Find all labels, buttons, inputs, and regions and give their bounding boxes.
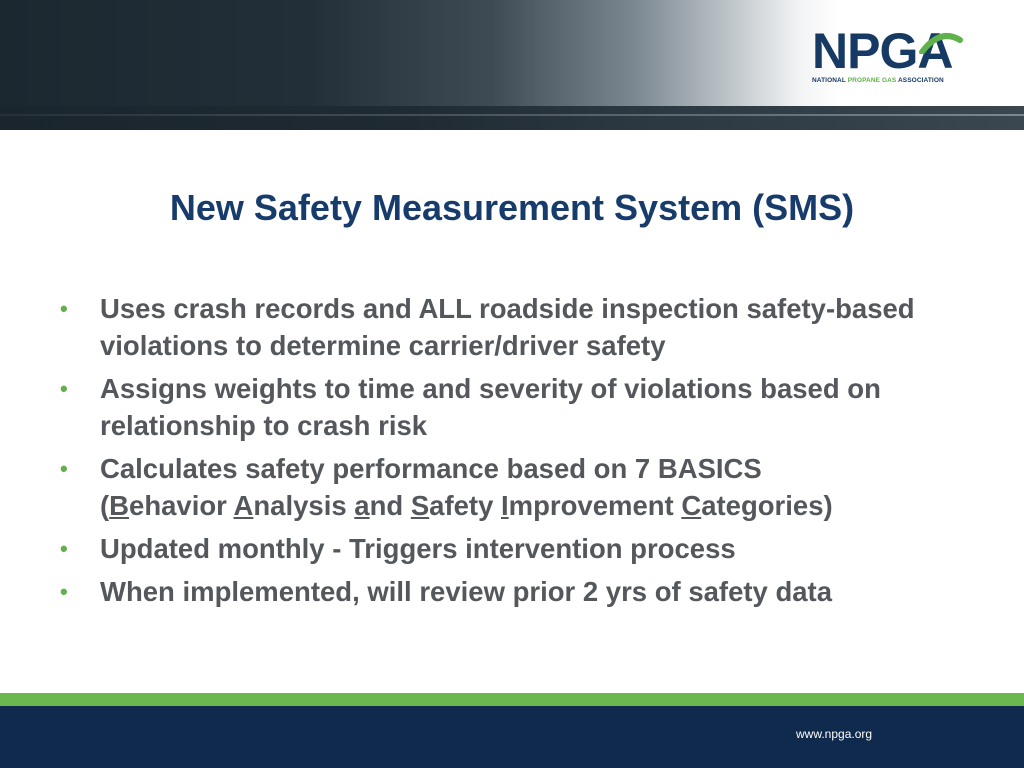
text-fragment: ategories) (701, 490, 833, 521)
bullet-item (58, 370, 958, 444)
basics-acronym-line (100, 490, 833, 521)
footer-url: www.npga.org (796, 727, 873, 741)
slide-title: New Safety Measurement System (SMS) (169, 187, 855, 228)
underlined-letter: A (233, 490, 254, 521)
logo-subtitle (812, 77, 944, 84)
bullet-item (58, 450, 958, 524)
text-fragment: ( (100, 490, 110, 521)
bullet-list (58, 290, 958, 616)
npga-logo (798, 22, 968, 94)
bullet-item (58, 290, 958, 364)
underlined-letter: C (681, 490, 702, 521)
bullet-dot-icon: • (60, 296, 68, 321)
bullet-item (58, 530, 958, 567)
underlined-letter: I (501, 490, 509, 521)
bullet-text: Calculates safety performance based on 7 BASICS (100, 453, 762, 484)
underlined-letter: B (109, 490, 130, 521)
footer-green-band (0, 693, 1024, 706)
bullet-dot-icon: • (60, 579, 68, 604)
text-fragment: nalysis (253, 490, 355, 521)
bullet-dot-icon: • (60, 456, 68, 481)
bullet-item (58, 573, 958, 610)
header-stripe-line (0, 114, 1024, 116)
text-fragment: ehavior (129, 490, 234, 521)
text-fragment: afety (429, 490, 502, 521)
bullet-dot-icon: • (60, 376, 68, 401)
logo-sub-association: ASSOCIATION (896, 77, 944, 84)
logo-arc-icon (918, 30, 964, 54)
bullet-text: Assigns weights to time and severity of violations based on relationship to crash risk (100, 373, 881, 441)
underlined-letter: a (354, 490, 370, 521)
bullet-text: Uses crash records and ALL roadside inspection safety-based violations to determine carrier/driver safety (100, 293, 915, 361)
bullet-text: Updated monthly - Triggers intervention process (100, 533, 736, 564)
text-fragment: nd (369, 490, 411, 521)
bullet-dot-icon: • (60, 536, 68, 561)
logo-sub-national: NATIONAL (812, 77, 848, 84)
logo-wordmark: NPGA (812, 23, 953, 79)
text-fragment: mprovement (508, 490, 682, 521)
logo-sub-propane-gas: PROPANE GAS (847, 77, 897, 84)
underlined-letter: S (410, 490, 430, 521)
header-stripe (0, 106, 1024, 130)
bullet-text: When implemented, will review prior 2 yrs of safety data (100, 576, 833, 607)
